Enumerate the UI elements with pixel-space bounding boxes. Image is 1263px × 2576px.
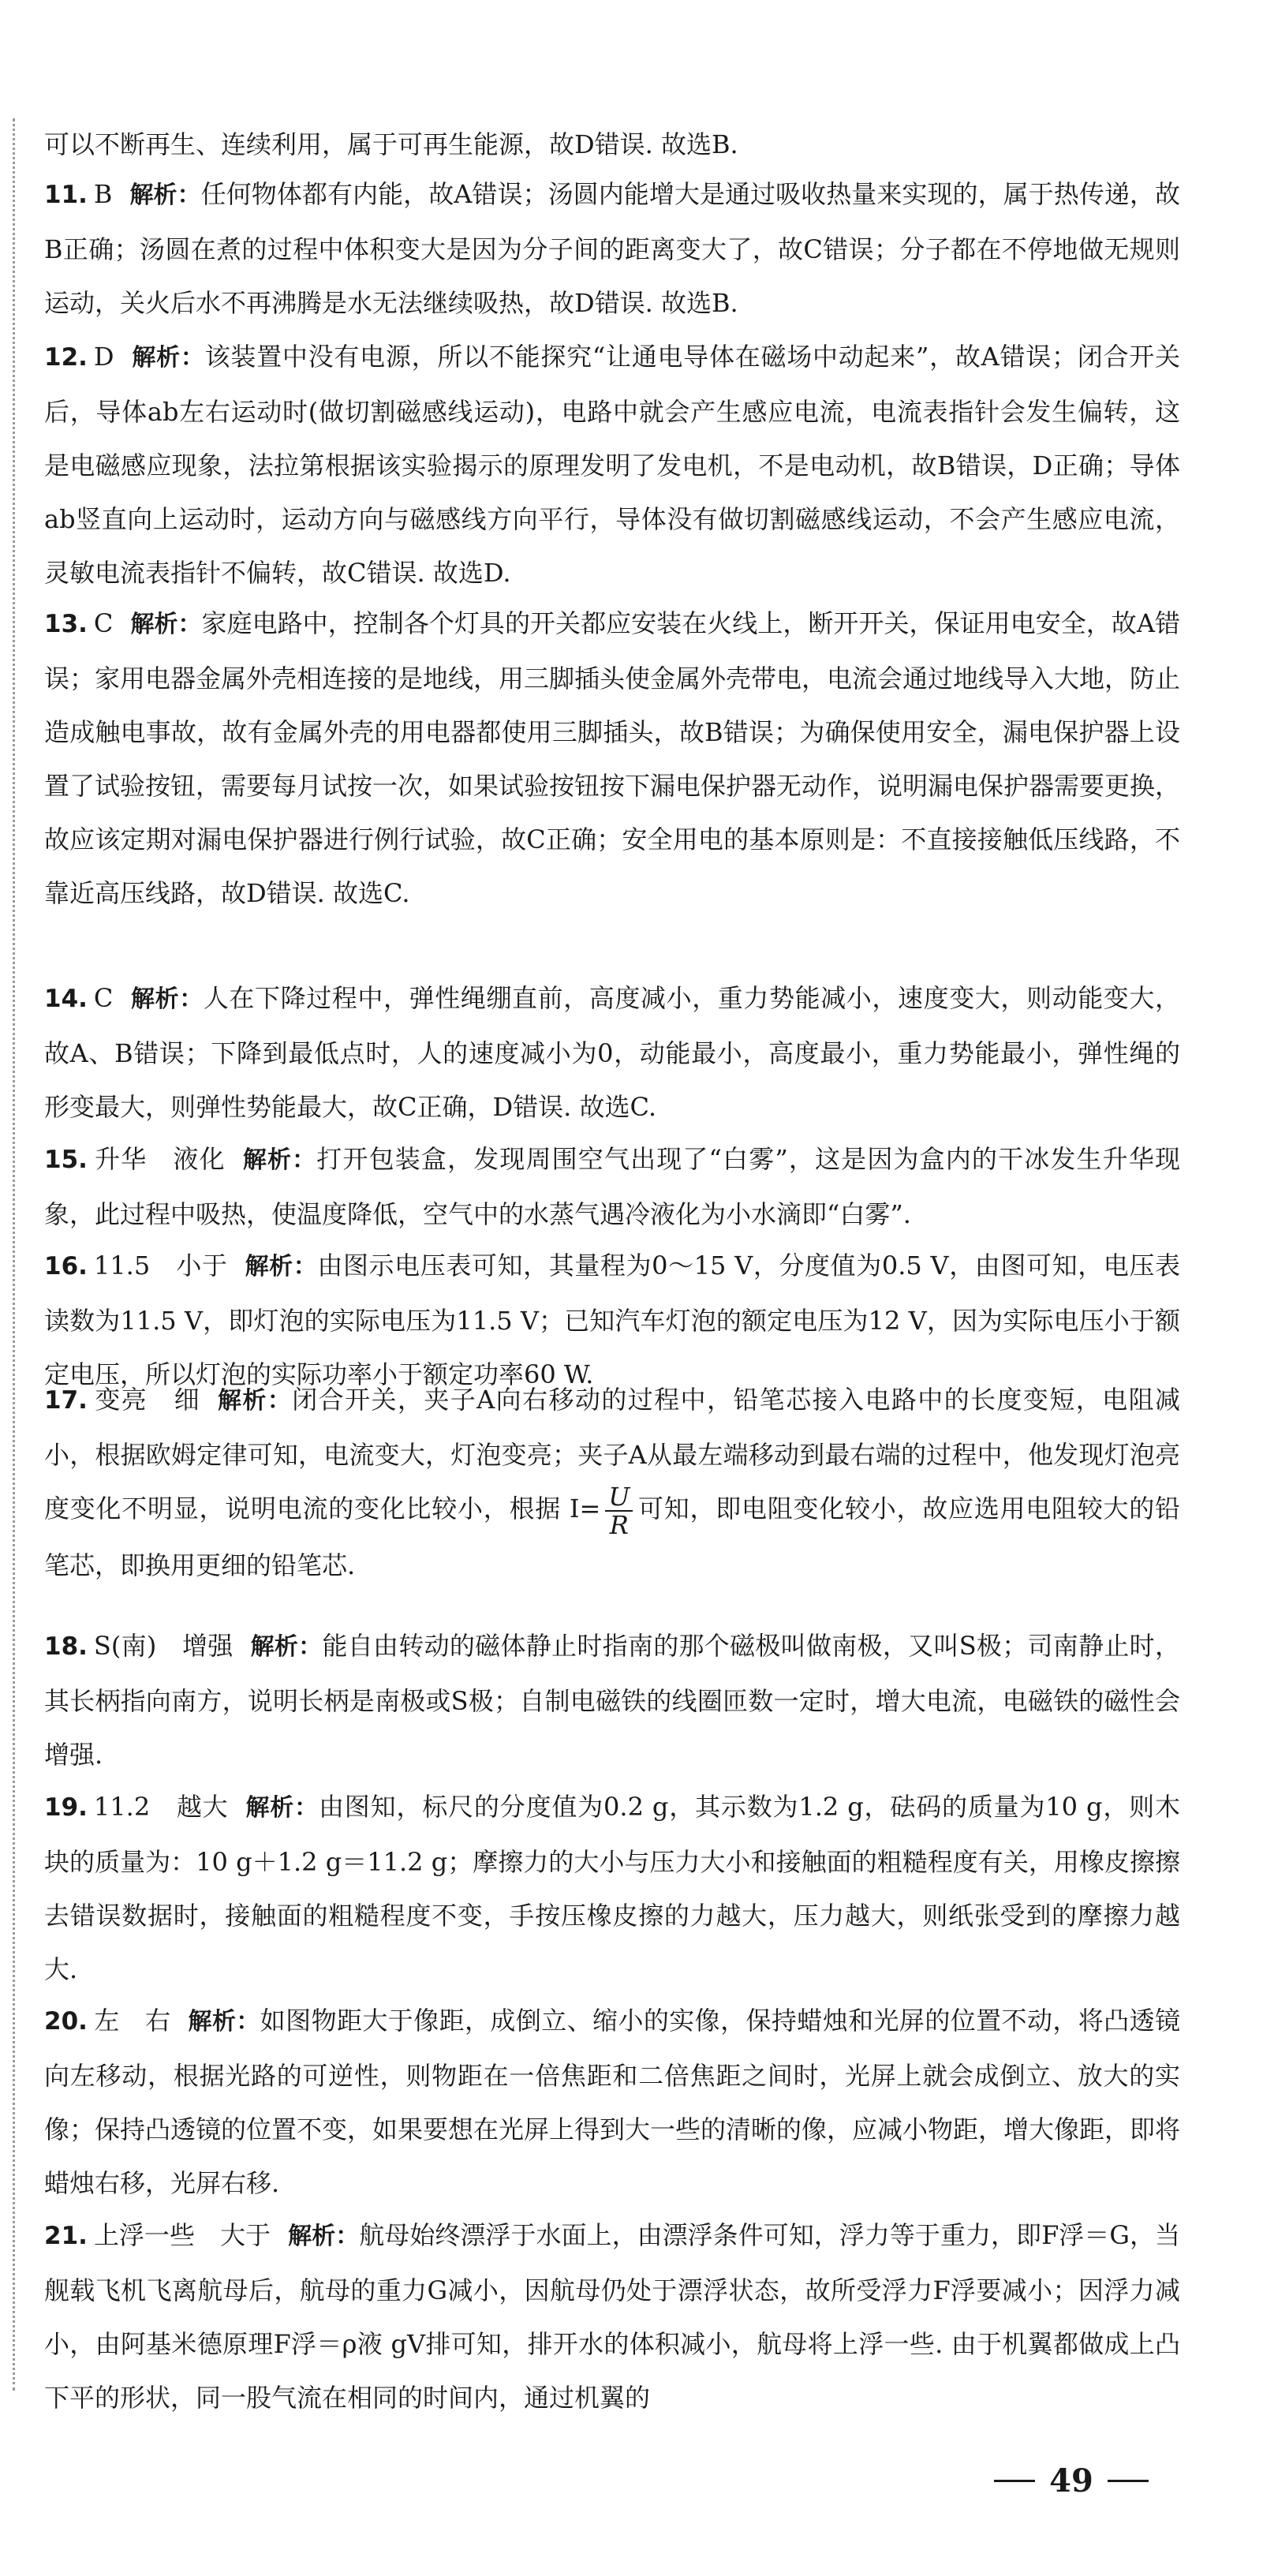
analysis-text: 能自由转动的磁体静止时指南的那个磁极叫做南极，又叫S极；司南静止时，其长柄指向南方，说明长柄是南极或S极；自制电磁铁的线圈匝数一定时，增大电流，电磁铁的磁性会增强. [44, 1631, 1180, 1770]
analysis-text: 家庭电路中，控制各个灯具的开关都应安装在火线上，断开开关，保证用电安全，故A错误；家用电器金属外壳相连接的是地线，用三脚插头使金属外壳带电，电流会通过地线导入大地，防止造成触电事故，故有金属外壳的用电器都使用三脚插头，故B错误；为确保使用安全，漏电保护器上设置了试验按钮，需要每月试按一次，如果试验按钮按下漏电保护器无动作，说明漏电保护器需要更换，故应该定期对漏电保护器进行例行试验，故C正确；安全用电的基本原则是：不直接接触低压线路，不靠近高压线路，故D错误. 故选C. [44, 608, 1181, 908]
item-number: 14. [44, 985, 88, 1013]
analysis-text-part-b: 可知，即电阻变化较小，故应选用电阻较大的铅笔芯，即换用更细的铅笔芯. [44, 1494, 1180, 1580]
item-number: 20. [44, 2007, 88, 2036]
analysis-tag: 解析： [129, 181, 201, 209]
analysis-text: 打开包装盒，发现周围空气出现了“白雾”，这是因为盒内的干冰发生升华现象，此过程中吸热，使温度降低，空气中的水蒸气遇冷液化为小水滴即“白雾”. [44, 1144, 1180, 1229]
answer-item-21 [44, 2208, 1180, 2425]
ohm-fraction [605, 1483, 633, 1538]
item-number: 17. [44, 1386, 88, 1415]
answer-item-13 [44, 596, 1180, 920]
analysis-text-part-a: 闭合开关，夹子A向右移动的过程中，铅笔芯接入电路中的长度变短，电阻减小，根据欧姆定律可知，电流变大，灯泡变亮；夹子A从最左端移动到最右端的过程中，他发现灯泡亮度变化不明显，说明电流的变化比较小，根据 I= [44, 1385, 1180, 1524]
fraction-numerator: U [605, 1483, 633, 1512]
margin-dotted-rule [13, 118, 15, 2391]
analysis-tag: 解析： [130, 611, 202, 638]
fraction-denominator: R [609, 1509, 629, 1540]
item-answer: 11.5 小于 [93, 1251, 228, 1281]
lead-line: 可以不断再生、连续利用，属于可再生能源，故D错误. 故选B. [44, 129, 738, 159]
answer-item-17 [44, 1373, 1180, 1592]
answer-item-19 [44, 1780, 1180, 1996]
analysis-text: 航母始终漂浮于水面上，由漂浮条件可知，浮力等于重力，即F浮＝G，当舰载飞机飞离航母后，航母的重力G减小，因航母仍处于漂浮状态，故所受浮力F浮要减小；因浮力减小，由阿基米德原理F浮＝ρ液 gV排可知，排开水的体积减小，航母将上浮一些. 由于机翼都做成上凸下平的形状，同一股气流在相同的时间内，通过机翼的 [44, 2220, 1180, 2413]
answer-item-12 [44, 330, 1180, 600]
answer-item-11 [44, 167, 1180, 330]
analysis-tag: 解析： [288, 2223, 360, 2250]
answer-item-15 [44, 1132, 1180, 1241]
page-number-value: 49 [1049, 2462, 1093, 2499]
analysis-text: 任何物体都有内能，故A错误；汤圆内能增大是通过吸收热量来实现的，属于热传递，故B正确；汤圆在煮的过程中体积变大是因为分子间的距离变大了，故C错误；分子都在不停地做无规则运动，关火后水不再沸腾是水无法继续吸热，故D错误. 故选B. [44, 179, 1180, 318]
analysis-tag: 解析： [245, 1253, 318, 1281]
analysis-text: 人在下降过程中，弹性绳绷直前，高度减小，重力势能减小，速度变大，则动能变大，故A、B错误；下降到最低点时，人的速度减小为0，动能最小，高度最小，重力势能最小，弹性绳的形变最大，则弹性势能最大，故C正确，D错误. 故选C. [44, 983, 1180, 1122]
analysis-tag: 解析： [218, 1387, 293, 1415]
analysis-text: 由图示电压表可知，其量程为0～15 V，分度值为0.5 V，由图可知，电压表读数为11.5 V，即灯泡的实际电压为11.5 V；已知汽车灯泡的额定电压为12 V，因为实际电压小于额定电压，所以灯泡的实际功率小于额定功率60 W. [44, 1251, 1180, 1389]
analysis-tag: 解析： [131, 344, 205, 372]
item-answer: C [93, 608, 114, 638]
page-number-dash-left [994, 2480, 1035, 2482]
analysis-text: 如图物距大于像距，成倒立、缩小的实像，保持蜡烛和光屏的位置不动，将凸透镜向左移动，根据光路的可逆性，则物距在一倍焦距和二倍焦距之间时，光屏上就会成倒立、放大的实像；保持凸透镜的位置不变，如果要想在光屏上得到大一些的清晰的像，应减小物距，增大像距，即将蜡烛右移，光屏右移. [44, 2006, 1181, 2198]
item-answer: C [93, 983, 114, 1013]
item-number: 12. [44, 343, 88, 372]
analysis-tag: 解析： [188, 2008, 260, 2036]
item-answer: B [93, 179, 113, 209]
analysis-tag: 解析： [242, 1146, 317, 1174]
analysis-text: 该装置中没有电源，所以不能探究“让通电导体在磁场中动起来”，故A错误；闭合开关后，导体ab左右运动时(做切割磁感线运动)，电路中就会产生感应电流，电流表指针会发生偏转，这是电磁感应现象，法拉第根据该实验揭示的原理发明了发电机，不是电动机，故B错误，D正确；导体ab竖直向上运动时，运动方向与磁感线方向平行，导体没有做切割磁感线运动，不会产生感应电流，灵敏电流表指针不偏转，故C错误. 故选D. [44, 342, 1180, 588]
item-answer: D [93, 342, 114, 372]
analysis-tag: 解析： [130, 985, 204, 1013]
item-number: 16. [44, 1252, 88, 1281]
analysis-text: 由图知，标尺的分度值为0.2 g，其示数为1.2 g，砝码的质量为10 g，则木块的质量为：10 g＋1.2 g＝11.2 g；摩擦力的大小与压力大小和接触面的粗糙程度有关，用橡皮擦擦去错误数据时，接触面的粗糙程度不变，手按压橡皮擦的力越大，压力越大，则纸张受到的摩擦力越大. [44, 1792, 1180, 1984]
item-answer: 变亮 细 [93, 1385, 200, 1415]
answer-item-14 [44, 971, 1180, 1134]
item-answer: 左 右 [93, 2006, 171, 2036]
analysis-tag: 解析： [245, 1794, 319, 1822]
item-number: 18. [44, 1632, 88, 1661]
item-number: 19. [44, 1793, 88, 1822]
item-answer: S(南) 增强 [93, 1631, 234, 1661]
answer-item-18 [44, 1619, 1180, 1782]
analysis-tag: 解析： [250, 1633, 323, 1661]
item-answer: 上浮一些 大于 [93, 2220, 271, 2250]
answer-item-20 [44, 1994, 1180, 2210]
item-number: 15. [44, 1146, 88, 1174]
item-answer: 11.2 越大 [93, 1792, 229, 1822]
item-answer: 升华 液化 [93, 1144, 226, 1174]
item-number: 21. [44, 2222, 88, 2250]
item-number: 11. [44, 181, 88, 209]
item-number: 13. [44, 610, 88, 638]
page-number-dash-right [1108, 2480, 1149, 2482]
page-number [985, 2457, 1158, 2504]
